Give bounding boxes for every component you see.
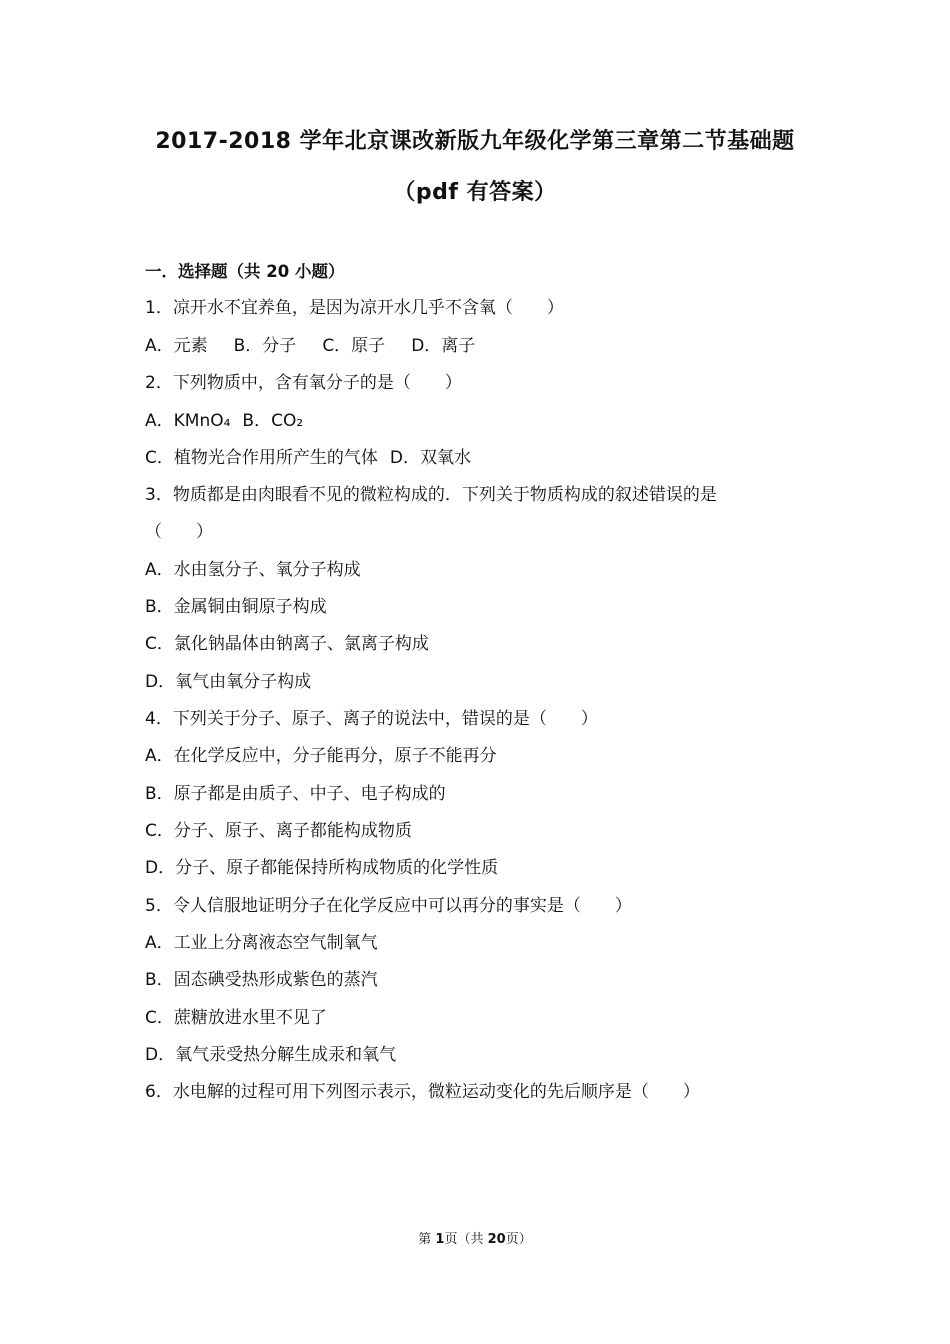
question-5-stem: 5．令人信服地证明分子在化学反应中可以再分的事实是（ ） bbox=[145, 896, 632, 916]
question-1-option-a: A．元素 bbox=[145, 336, 208, 356]
question-4-option-d: D．分子、原子都能保持所构成物质的化学性质 bbox=[145, 858, 499, 878]
question-4-option-b: B．原子都是由质子、中子、电子构成的 bbox=[145, 784, 446, 804]
question-1-options bbox=[145, 336, 475, 356]
question-1-option-d: D．离子 bbox=[411, 336, 476, 356]
question-2-option-a: A．KMnO₄ bbox=[145, 411, 231, 431]
question-4-stem: 4．下列关于分子、原子、离子的说法中，错误的是（ ） bbox=[145, 709, 598, 729]
footer-prefix: 第 bbox=[418, 1232, 436, 1247]
question-2-options-row-1 bbox=[145, 411, 303, 431]
question-5-option-c: C．蔗糖放进水里不见了 bbox=[145, 1008, 327, 1028]
footer-suffix: 页） bbox=[505, 1232, 532, 1247]
question-2-option-d: D．双氧水 bbox=[389, 448, 471, 468]
question-3-option-a: A．水由氢分子、氧分子构成 bbox=[145, 560, 361, 580]
question-5-option-a: A．工业上分离液态空气制氧气 bbox=[145, 933, 378, 953]
question-3-stem-line-1: 3．物质都是由肉眼看不见的微粒构成的．下列关于物质构成的叙述错误的是 bbox=[145, 485, 717, 505]
question-4-option-a: A．在化学反应中，分子能再分，原子不能再分 bbox=[145, 746, 497, 766]
question-3-option-d: D．氧气由氧分子构成 bbox=[145, 672, 312, 692]
question-6-stem: 6．水电解的过程可用下列图示表示，微粒运动变化的先后顺序是（ ） bbox=[145, 1082, 700, 1102]
document-title-line-1: 2017-2018 学年北京课改新版九年级化学第三章第二节基础题 bbox=[155, 129, 795, 154]
page-footer bbox=[0, 1228, 950, 1247]
footer-page-number: 1 bbox=[435, 1232, 445, 1247]
question-5-option-d: D．氧气汞受热分解生成汞和氧气 bbox=[145, 1045, 397, 1065]
document-title-line-2: （pdf 有答案） bbox=[393, 180, 557, 205]
question-4-option-c: C．分子、原子、离子都能构成物质 bbox=[145, 821, 412, 841]
question-2-option-c: C．植物光合作用所产生的气体 bbox=[145, 448, 378, 468]
question-5-option-b: B．固态碘受热形成紫色的蒸汽 bbox=[145, 970, 378, 990]
question-1-option-b: B．分子 bbox=[233, 336, 297, 356]
question-3-option-b: B．金属铜由铜原子构成 bbox=[145, 597, 327, 617]
question-1-option-c: C．原子 bbox=[322, 336, 386, 356]
question-1-stem: 1．凉开水不宜养鱼，是因为凉开水几乎不含氧（ ） bbox=[145, 298, 564, 318]
question-2-stem: 2．下列物质中，含有氧分子的是（ ） bbox=[145, 373, 462, 393]
question-2-options-row-2 bbox=[145, 448, 471, 468]
footer-middle: 页（共 bbox=[444, 1232, 488, 1247]
section-heading: 一．选择题（共 20 小题） bbox=[145, 262, 345, 281]
footer-total-pages: 20 bbox=[487, 1232, 506, 1247]
question-3-option-c: C．氯化钠晶体由钠离子、氯离子构成 bbox=[145, 634, 429, 654]
question-3-stem-line-2: （ ） bbox=[145, 522, 213, 542]
question-2-option-b: B．CO₂ bbox=[242, 411, 304, 431]
